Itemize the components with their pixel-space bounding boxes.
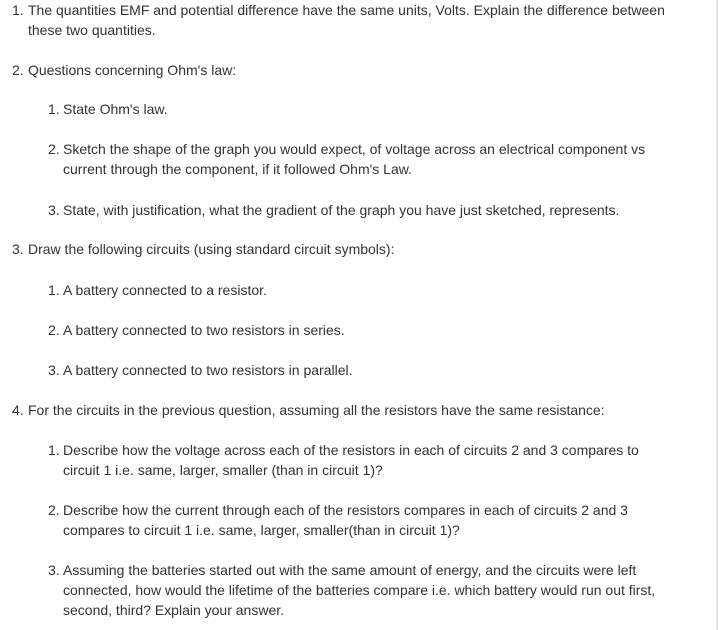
sub-question-number: 3. — [48, 362, 60, 378]
sub-question-number: 2. — [48, 141, 60, 157]
sub-question-text: A battery connected to a resistor. — [63, 282, 267, 298]
sub-question-number: 3. — [48, 202, 60, 218]
question-text: The quantities EMF and potential difference have the same units, Volts. Explain the difference between these two quantities. — [28, 2, 665, 38]
question-4-sub-1 — [48, 440, 678, 480]
question-text: Questions concerning Ohm's law: — [28, 62, 237, 78]
sub-question-text: State, with justification, what the gradient of the graph you have just sketched, represents. — [63, 202, 620, 218]
sub-question-text: Sketch the shape of the graph you would expect, of voltage across an electrical component vs current through the component, if it followed Ohm's Law. — [63, 141, 646, 177]
question-2-sub-1 — [48, 99, 678, 119]
sub-question-number: 1. — [48, 442, 60, 458]
sub-question-text: A battery connected to two resistors in series. — [63, 322, 345, 338]
sub-question-number: 2. — [48, 502, 60, 518]
question-number: 4. — [12, 402, 24, 418]
sub-question-number: 3. — [48, 562, 60, 578]
question-text: Draw the following circuits (using standard circuit symbols): — [28, 241, 395, 257]
question-number: 3. — [12, 241, 24, 257]
sub-question-text: State Ohm's law. — [63, 101, 168, 117]
sub-question-number: 1. — [48, 282, 60, 298]
question-2-sub-3 — [48, 200, 678, 220]
sub-question-number: 2. — [48, 322, 60, 338]
question-1 — [12, 0, 692, 40]
question-2-sub-2 — [48, 139, 678, 179]
question-4-sub-3 — [48, 560, 678, 620]
question-3-sub-3 — [48, 360, 678, 380]
question-number: 2. — [12, 62, 24, 78]
sub-question-number: 1. — [48, 101, 60, 117]
question-4 — [12, 400, 692, 420]
question-3 — [12, 239, 692, 259]
sub-question-text: Describe how the voltage across each of the resistors in each of circuits 2 and 3 compares to circuit 1 i.e. same, larger, smaller (than in circuit 1)? — [63, 442, 639, 478]
sub-question-text: Describe how the current through each of the resistors compares in each of circuits 2 and 3 compares to circuit 1 i.e. same, larger, smaller(than in circuit 1)? — [63, 502, 628, 538]
question-3-sub-1 — [48, 280, 678, 300]
question-2 — [12, 60, 692, 80]
sub-question-text: A battery connected to two resistors in parallel. — [63, 362, 353, 378]
sub-question-text: Assuming the batteries started out with the same amount of energy, and the circuits were left connected, how would the lifetime of the batteries compare i.e. which battery would run out first, second, third? Explain your answer. — [63, 562, 656, 618]
question-4-sub-2 — [48, 500, 678, 540]
question-3-sub-2 — [48, 320, 678, 340]
question-text: For the circuits in the previous question, assuming all the resistors have the same resistance: — [28, 402, 605, 418]
question-number: 1. — [12, 2, 24, 18]
